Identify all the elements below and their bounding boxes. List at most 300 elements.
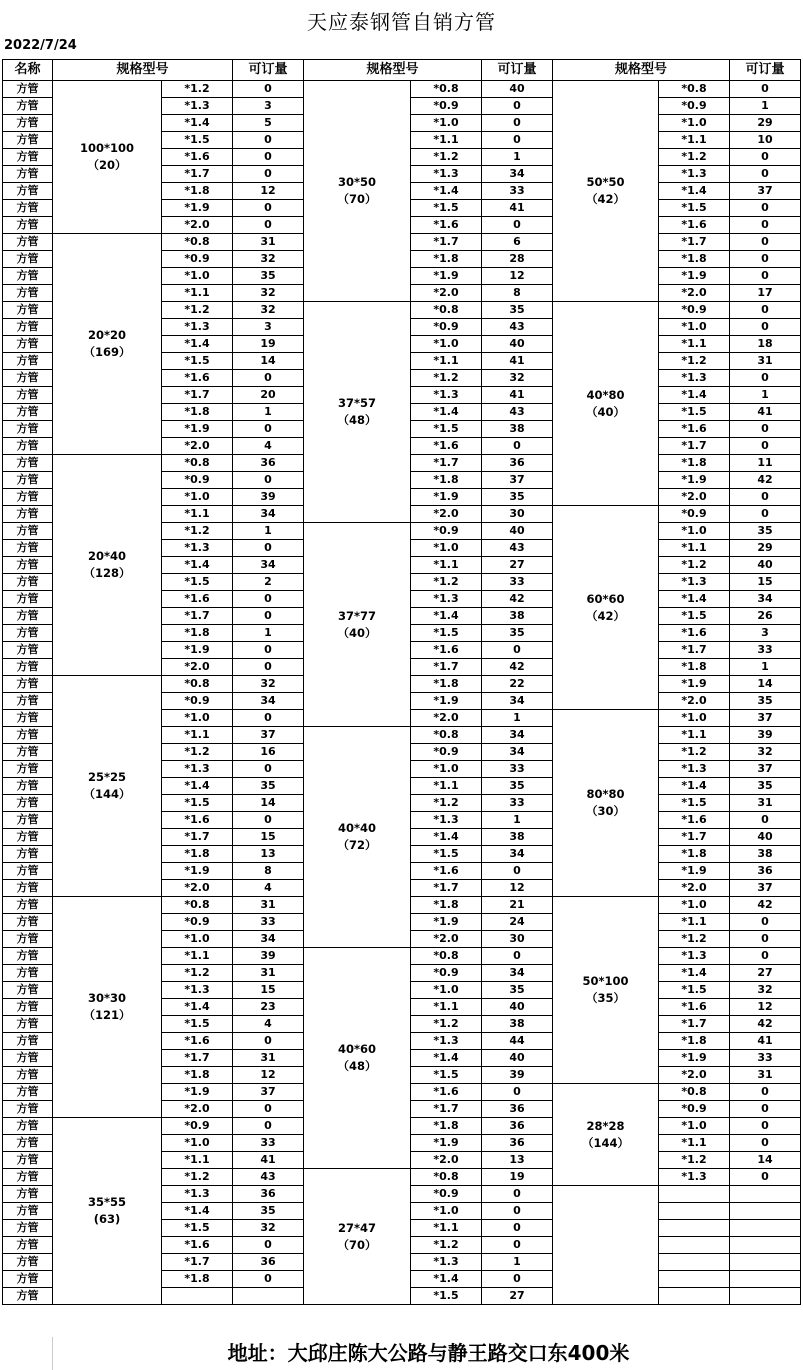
quantity-cell: 0 bbox=[233, 1033, 304, 1050]
quantity-cell: 31 bbox=[233, 897, 304, 914]
thickness-cell: *1.5 bbox=[659, 608, 730, 625]
row-label: 方管 bbox=[3, 540, 53, 557]
quantity-cell: 32 bbox=[233, 251, 304, 268]
row-label: 方管 bbox=[3, 1186, 53, 1203]
quantity-cell: 27 bbox=[730, 965, 801, 982]
thickness-cell: *1.1 bbox=[659, 132, 730, 149]
quantity-cell: 35 bbox=[233, 778, 304, 795]
thickness-cell: *1.0 bbox=[411, 540, 482, 557]
quantity-cell: 40 bbox=[482, 81, 553, 98]
row-label: 方管 bbox=[3, 676, 53, 693]
quantity-cell: 13 bbox=[482, 1152, 553, 1169]
quantity-cell: 4 bbox=[233, 1016, 304, 1033]
quantity-cell: 0 bbox=[730, 489, 801, 506]
quantity-cell: 39 bbox=[233, 489, 304, 506]
quantity-cell: 34 bbox=[482, 744, 553, 761]
row-label: 方管 bbox=[3, 98, 53, 115]
quantity-cell: 38 bbox=[482, 608, 553, 625]
quantity-cell: 1 bbox=[233, 523, 304, 540]
quantity-cell: 15 bbox=[233, 829, 304, 846]
thickness-cell: *0.9 bbox=[411, 523, 482, 540]
thickness-cell: *1.2 bbox=[162, 965, 233, 982]
header-qty: 可订量 bbox=[482, 60, 553, 81]
thickness-cell: *2.0 bbox=[411, 931, 482, 948]
quantity-cell: 31 bbox=[730, 1067, 801, 1084]
quantity-cell: 36 bbox=[233, 1254, 304, 1271]
row-label: 方管 bbox=[3, 149, 53, 166]
quantity-cell: 0 bbox=[233, 710, 304, 727]
spec-size: 40*60 bbox=[337, 1042, 377, 1056]
row-label: 方管 bbox=[3, 914, 53, 931]
quantity-cell: 43 bbox=[482, 319, 553, 336]
quantity-cell: 36 bbox=[730, 863, 801, 880]
quantity-cell: 0 bbox=[482, 948, 553, 965]
quantity-cell bbox=[233, 1288, 304, 1305]
row-label: 方管 bbox=[3, 931, 53, 948]
quantity-cell: 34 bbox=[482, 166, 553, 183]
thickness-cell: *1.4 bbox=[162, 999, 233, 1016]
thickness-cell: *2.0 bbox=[411, 1152, 482, 1169]
quantity-cell: 0 bbox=[730, 251, 801, 268]
thickness-cell: *1.4 bbox=[162, 336, 233, 353]
thickness-cell: *2.0 bbox=[659, 693, 730, 710]
thickness-cell: *1.5 bbox=[162, 132, 233, 149]
quantity-cell bbox=[730, 1203, 801, 1220]
quantity-cell: 35 bbox=[730, 523, 801, 540]
row-label: 方管 bbox=[3, 1152, 53, 1169]
quantity-cell: 0 bbox=[233, 608, 304, 625]
quantity-cell: 39 bbox=[482, 1067, 553, 1084]
thickness-cell: *1.3 bbox=[162, 540, 233, 557]
quantity-cell: 28 bbox=[482, 251, 553, 268]
thickness-cell: *1.5 bbox=[162, 574, 233, 591]
quantity-cell: 42 bbox=[482, 591, 553, 608]
thickness-cell: *1.2 bbox=[162, 81, 233, 98]
header-spec: 规格型号 bbox=[53, 60, 233, 81]
thickness-cell: *1.3 bbox=[659, 166, 730, 183]
thickness-cell bbox=[659, 1254, 730, 1271]
thickness-cell: *0.9 bbox=[411, 98, 482, 115]
thickness-cell: *1.3 bbox=[411, 1033, 482, 1050]
thickness-cell: *1.8 bbox=[659, 455, 730, 472]
quantity-cell bbox=[730, 1271, 801, 1288]
row-label: 方管 bbox=[3, 710, 53, 727]
quantity-cell: 3 bbox=[233, 319, 304, 336]
row-label: 方管 bbox=[3, 1033, 53, 1050]
spec-size: 60*60 bbox=[586, 591, 625, 606]
spec-size: 50*100 bbox=[582, 974, 629, 988]
thickness-cell: *1.3 bbox=[411, 591, 482, 608]
spec-cell bbox=[53, 676, 162, 897]
thickness-cell: *1.4 bbox=[659, 591, 730, 608]
header-qty: 可订量 bbox=[730, 60, 801, 81]
quantity-cell: 0 bbox=[233, 642, 304, 659]
quantity-cell: 0 bbox=[233, 1118, 304, 1135]
row-label: 方管 bbox=[3, 812, 53, 829]
quantity-cell: 0 bbox=[233, 540, 304, 557]
thickness-cell: *1.3 bbox=[162, 982, 233, 999]
quantity-cell bbox=[730, 1254, 801, 1271]
spec-count: （20） bbox=[87, 158, 127, 172]
quantity-cell: 0 bbox=[233, 421, 304, 438]
row-label: 方管 bbox=[3, 880, 53, 897]
thickness-cell: *1.2 bbox=[659, 744, 730, 761]
thickness-cell: *1.6 bbox=[411, 1084, 482, 1101]
quantity-cell: 41 bbox=[482, 353, 553, 370]
quantity-cell: 36 bbox=[233, 1186, 304, 1203]
quantity-cell: 41 bbox=[730, 1033, 801, 1050]
thickness-cell: *2.0 bbox=[162, 438, 233, 455]
row-label: 方管 bbox=[3, 744, 53, 761]
quantity-cell: 0 bbox=[482, 642, 553, 659]
thickness-cell: *1.2 bbox=[411, 574, 482, 591]
thickness-cell: *1.0 bbox=[659, 1118, 730, 1135]
row-label: 方管 bbox=[3, 81, 53, 98]
thickness-cell: *1.5 bbox=[411, 625, 482, 642]
spec-count: （72） bbox=[337, 838, 377, 852]
spec-size: 37*57 bbox=[337, 396, 377, 410]
thickness-cell: *1.2 bbox=[659, 353, 730, 370]
thickness-cell: *1.9 bbox=[659, 863, 730, 880]
row-label: 方管 bbox=[3, 591, 53, 608]
thickness-cell: *1.8 bbox=[659, 659, 730, 676]
quantity-cell: 38 bbox=[482, 421, 553, 438]
thickness-cell: *1.6 bbox=[411, 863, 482, 880]
quantity-cell: 31 bbox=[233, 965, 304, 982]
thickness-cell bbox=[659, 1203, 730, 1220]
thickness-cell: *1.0 bbox=[411, 336, 482, 353]
quantity-cell: 26 bbox=[730, 608, 801, 625]
header-spec: 规格型号 bbox=[553, 60, 730, 81]
thickness-cell: *1.4 bbox=[411, 1050, 482, 1067]
spec-cell bbox=[304, 1169, 411, 1305]
thickness-cell: *1.8 bbox=[659, 1033, 730, 1050]
thickness-cell: *1.5 bbox=[411, 846, 482, 863]
row-label: 方管 bbox=[3, 761, 53, 778]
thickness-cell: *1.9 bbox=[659, 1050, 730, 1067]
thickness-cell: *1.6 bbox=[162, 370, 233, 387]
spec-count: （48） bbox=[337, 413, 377, 427]
quantity-cell: 8 bbox=[482, 285, 553, 302]
quantity-cell: 34 bbox=[233, 931, 304, 948]
spec-size: 50*50 bbox=[586, 175, 625, 189]
thickness-cell: *2.0 bbox=[162, 1101, 233, 1118]
thickness-cell: *2.0 bbox=[659, 880, 730, 897]
quantity-cell: 2 bbox=[233, 574, 304, 591]
quantity-cell: 27 bbox=[482, 557, 553, 574]
thickness-cell: *1.6 bbox=[162, 1237, 233, 1254]
quantity-cell: 41 bbox=[482, 200, 553, 217]
quantity-cell: 0 bbox=[233, 812, 304, 829]
thickness-cell: *1.9 bbox=[162, 642, 233, 659]
row-label: 方管 bbox=[3, 574, 53, 591]
spec-count: (63) bbox=[93, 1212, 121, 1226]
quantity-cell: 37 bbox=[730, 761, 801, 778]
thickness-cell: *1.7 bbox=[659, 1016, 730, 1033]
quantity-cell: 0 bbox=[730, 268, 801, 285]
quantity-cell: 32 bbox=[730, 982, 801, 999]
quantity-cell: 12 bbox=[482, 880, 553, 897]
thickness-cell: *1.2 bbox=[411, 795, 482, 812]
thickness-cell: *1.1 bbox=[411, 1220, 482, 1237]
thickness-cell: *0.9 bbox=[659, 506, 730, 523]
stock-table bbox=[2, 59, 801, 1305]
thickness-cell: *1.8 bbox=[162, 1271, 233, 1288]
thickness-cell: *1.9 bbox=[411, 268, 482, 285]
quantity-cell: 21 bbox=[482, 897, 553, 914]
quantity-cell: 1 bbox=[730, 387, 801, 404]
row-label: 方管 bbox=[3, 523, 53, 540]
quantity-cell: 0 bbox=[482, 132, 553, 149]
row-label: 方管 bbox=[3, 404, 53, 421]
thickness-cell: *1.2 bbox=[411, 1016, 482, 1033]
quantity-cell: 44 bbox=[482, 1033, 553, 1050]
quantity-cell: 38 bbox=[482, 829, 553, 846]
thickness-cell: *1.3 bbox=[659, 1169, 730, 1186]
quantity-cell: 5 bbox=[233, 115, 304, 132]
quantity-cell: 36 bbox=[482, 1118, 553, 1135]
thickness-cell: *1.6 bbox=[162, 591, 233, 608]
quantity-cell: 0 bbox=[730, 931, 801, 948]
date-label: 2022/7/24 bbox=[4, 38, 77, 53]
quantity-cell: 14 bbox=[233, 795, 304, 812]
quantity-cell: 0 bbox=[730, 166, 801, 183]
quantity-cell: 0 bbox=[482, 1203, 553, 1220]
spec-cell bbox=[553, 1084, 659, 1186]
row-label: 方管 bbox=[3, 863, 53, 880]
row-label: 方管 bbox=[3, 982, 53, 999]
row-label: 方管 bbox=[3, 625, 53, 642]
thickness-cell: *1.8 bbox=[162, 1067, 233, 1084]
thickness-cell: *1.3 bbox=[411, 166, 482, 183]
quantity-cell: 0 bbox=[482, 1084, 553, 1101]
quantity-cell: 1 bbox=[233, 625, 304, 642]
thickness-cell: *0.8 bbox=[162, 897, 233, 914]
thickness-cell bbox=[659, 1237, 730, 1254]
quantity-cell: 33 bbox=[730, 642, 801, 659]
quantity-cell: 42 bbox=[482, 659, 553, 676]
thickness-cell: *1.1 bbox=[411, 132, 482, 149]
quantity-cell: 31 bbox=[730, 795, 801, 812]
quantity-cell: 0 bbox=[730, 948, 801, 965]
spec-count: （42） bbox=[585, 608, 625, 623]
thickness-cell: *1.6 bbox=[162, 812, 233, 829]
thickness-cell: *1.1 bbox=[162, 1152, 233, 1169]
thickness-cell: *1.4 bbox=[659, 965, 730, 982]
thickness-cell: *1.9 bbox=[411, 1135, 482, 1152]
row-label: 方管 bbox=[3, 1203, 53, 1220]
spec-size: 40*80 bbox=[586, 387, 625, 402]
thickness-cell: *2.0 bbox=[162, 217, 233, 234]
thickness-cell: *1.8 bbox=[659, 846, 730, 863]
thickness-cell: *2.0 bbox=[659, 285, 730, 302]
row-label: 方管 bbox=[3, 285, 53, 302]
thickness-cell: *1.7 bbox=[659, 438, 730, 455]
thickness-cell: *0.9 bbox=[411, 965, 482, 982]
quantity-cell: 35 bbox=[482, 302, 553, 319]
quantity-cell: 33 bbox=[482, 795, 553, 812]
quantity-cell: 35 bbox=[233, 1203, 304, 1220]
quantity-cell: 0 bbox=[233, 1237, 304, 1254]
quantity-cell: 13 bbox=[233, 846, 304, 863]
row-label: 方管 bbox=[3, 132, 53, 149]
thickness-cell: *0.8 bbox=[162, 676, 233, 693]
quantity-cell: 31 bbox=[233, 234, 304, 251]
thickness-cell: *1.3 bbox=[659, 370, 730, 387]
thickness-cell: *1.6 bbox=[411, 642, 482, 659]
row-label: 方管 bbox=[3, 693, 53, 710]
thickness-cell: *1.1 bbox=[659, 727, 730, 744]
thickness-cell: *1.8 bbox=[411, 676, 482, 693]
thickness-cell: *0.8 bbox=[659, 81, 730, 98]
quantity-cell: 0 bbox=[482, 115, 553, 132]
thickness-cell: *1.8 bbox=[411, 897, 482, 914]
spec-cell bbox=[553, 506, 659, 710]
thickness-cell: *1.3 bbox=[162, 319, 233, 336]
header-name: 名称 bbox=[3, 60, 53, 81]
row-label: 方管 bbox=[3, 200, 53, 217]
quantity-cell: 32 bbox=[482, 370, 553, 387]
quantity-cell: 31 bbox=[730, 353, 801, 370]
thickness-cell bbox=[659, 1220, 730, 1237]
thickness-cell: *1.7 bbox=[162, 1050, 233, 1067]
thickness-cell bbox=[162, 1288, 233, 1305]
quantity-cell: 1 bbox=[482, 812, 553, 829]
thickness-cell bbox=[659, 1186, 730, 1203]
thickness-cell: *1.1 bbox=[659, 1135, 730, 1152]
quantity-cell: 39 bbox=[233, 948, 304, 965]
quantity-cell: 38 bbox=[482, 1016, 553, 1033]
row-label: 方管 bbox=[3, 727, 53, 744]
quantity-cell: 34 bbox=[233, 557, 304, 574]
thickness-cell: *1.7 bbox=[411, 1101, 482, 1118]
thickness-cell: *1.6 bbox=[162, 149, 233, 166]
quantity-cell: 0 bbox=[233, 659, 304, 676]
quantity-cell: 34 bbox=[233, 506, 304, 523]
quantity-cell: 1 bbox=[730, 98, 801, 115]
thickness-cell: *2.0 bbox=[162, 880, 233, 897]
thickness-cell: *1.8 bbox=[411, 251, 482, 268]
thickness-cell: *1.2 bbox=[162, 302, 233, 319]
thickness-cell: *1.7 bbox=[659, 829, 730, 846]
spec-cell bbox=[53, 897, 162, 1118]
thickness-cell: *2.0 bbox=[162, 659, 233, 676]
quantity-cell: 1 bbox=[233, 404, 304, 421]
spec-size: 25*25 bbox=[87, 770, 127, 784]
quantity-cell: 37 bbox=[730, 880, 801, 897]
quantity-cell: 0 bbox=[482, 1271, 553, 1288]
quantity-cell: 43 bbox=[482, 404, 553, 421]
quantity-cell: 34 bbox=[482, 693, 553, 710]
spec-count: （48） bbox=[337, 1059, 377, 1073]
header-qty: 可订量 bbox=[233, 60, 304, 81]
row-label: 方管 bbox=[3, 659, 53, 676]
row-label: 方管 bbox=[3, 1288, 53, 1305]
quantity-cell: 0 bbox=[482, 1237, 553, 1254]
thickness-cell: *1.5 bbox=[659, 404, 730, 421]
quantity-cell: 19 bbox=[233, 336, 304, 353]
spec-count: （40） bbox=[337, 625, 377, 640]
quantity-cell: 35 bbox=[482, 489, 553, 506]
thickness-cell: *0.9 bbox=[162, 1118, 233, 1135]
quantity-cell: 20 bbox=[233, 387, 304, 404]
thickness-cell: *1.9 bbox=[659, 268, 730, 285]
thickness-cell: *1.3 bbox=[659, 574, 730, 591]
quantity-cell: 0 bbox=[233, 1271, 304, 1288]
spec-size: 40*40 bbox=[337, 821, 377, 835]
quantity-cell: 10 bbox=[730, 132, 801, 149]
thickness-cell: *1.9 bbox=[162, 421, 233, 438]
thickness-cell: *1.6 bbox=[411, 438, 482, 455]
quantity-cell: 0 bbox=[730, 217, 801, 234]
spec-cell bbox=[304, 523, 411, 727]
thickness-cell: *1.0 bbox=[162, 1135, 233, 1152]
quantity-cell: 43 bbox=[482, 540, 553, 557]
thickness-cell: *1.1 bbox=[659, 540, 730, 557]
quantity-cell: 8 bbox=[233, 863, 304, 880]
quantity-cell: 36 bbox=[233, 455, 304, 472]
quantity-cell: 40 bbox=[482, 336, 553, 353]
thickness-cell: *0.9 bbox=[162, 914, 233, 931]
quantity-cell: 30 bbox=[482, 506, 553, 523]
spec-count: （42） bbox=[585, 192, 625, 206]
thickness-cell: *1.4 bbox=[411, 829, 482, 846]
quantity-cell: 0 bbox=[730, 812, 801, 829]
thickness-cell: *1.8 bbox=[659, 251, 730, 268]
row-label: 方管 bbox=[3, 778, 53, 795]
spec-size: 20*40 bbox=[87, 549, 127, 563]
thickness-cell: *0.8 bbox=[659, 1084, 730, 1101]
row-label: 方管 bbox=[3, 472, 53, 489]
quantity-cell: 4 bbox=[233, 880, 304, 897]
thickness-cell: *0.8 bbox=[162, 455, 233, 472]
quantity-cell: 11 bbox=[730, 455, 801, 472]
thickness-cell: *1.1 bbox=[659, 336, 730, 353]
row-label: 方管 bbox=[3, 795, 53, 812]
quantity-cell: 0 bbox=[482, 438, 553, 455]
thickness-cell: *1.2 bbox=[659, 931, 730, 948]
quantity-cell: 0 bbox=[233, 81, 304, 98]
thickness-cell: *1.0 bbox=[659, 897, 730, 914]
thickness-cell: *1.4 bbox=[659, 387, 730, 404]
quantity-cell: 24 bbox=[482, 914, 553, 931]
spec-size: 20*20 bbox=[87, 328, 127, 342]
quantity-cell: 31 bbox=[233, 1050, 304, 1067]
row-label: 方管 bbox=[3, 829, 53, 846]
thickness-cell: *1.5 bbox=[162, 1220, 233, 1237]
quantity-cell: 3 bbox=[730, 625, 801, 642]
quantity-cell: 12 bbox=[482, 268, 553, 285]
quantity-cell: 34 bbox=[233, 693, 304, 710]
spec-cell bbox=[553, 81, 659, 302]
spec-size: 28*28 bbox=[586, 1118, 625, 1133]
quantity-cell: 23 bbox=[233, 999, 304, 1016]
quantity-cell: 35 bbox=[233, 268, 304, 285]
spec-count: （40） bbox=[585, 404, 625, 419]
thickness-cell: *1.4 bbox=[411, 1271, 482, 1288]
thickness-cell: *1.9 bbox=[411, 693, 482, 710]
spec-count: （169） bbox=[83, 345, 131, 359]
thickness-cell: *1.3 bbox=[411, 812, 482, 829]
thickness-cell: *1.7 bbox=[411, 455, 482, 472]
thickness-cell: *1.1 bbox=[411, 557, 482, 574]
row-label: 方管 bbox=[3, 557, 53, 574]
thickness-cell: *2.0 bbox=[659, 1067, 730, 1084]
page-title: 天应泰钢管自销方管 bbox=[307, 10, 496, 34]
thickness-cell: *0.9 bbox=[411, 744, 482, 761]
quantity-cell: 17 bbox=[730, 285, 801, 302]
thickness-cell: *1.5 bbox=[411, 1067, 482, 1084]
